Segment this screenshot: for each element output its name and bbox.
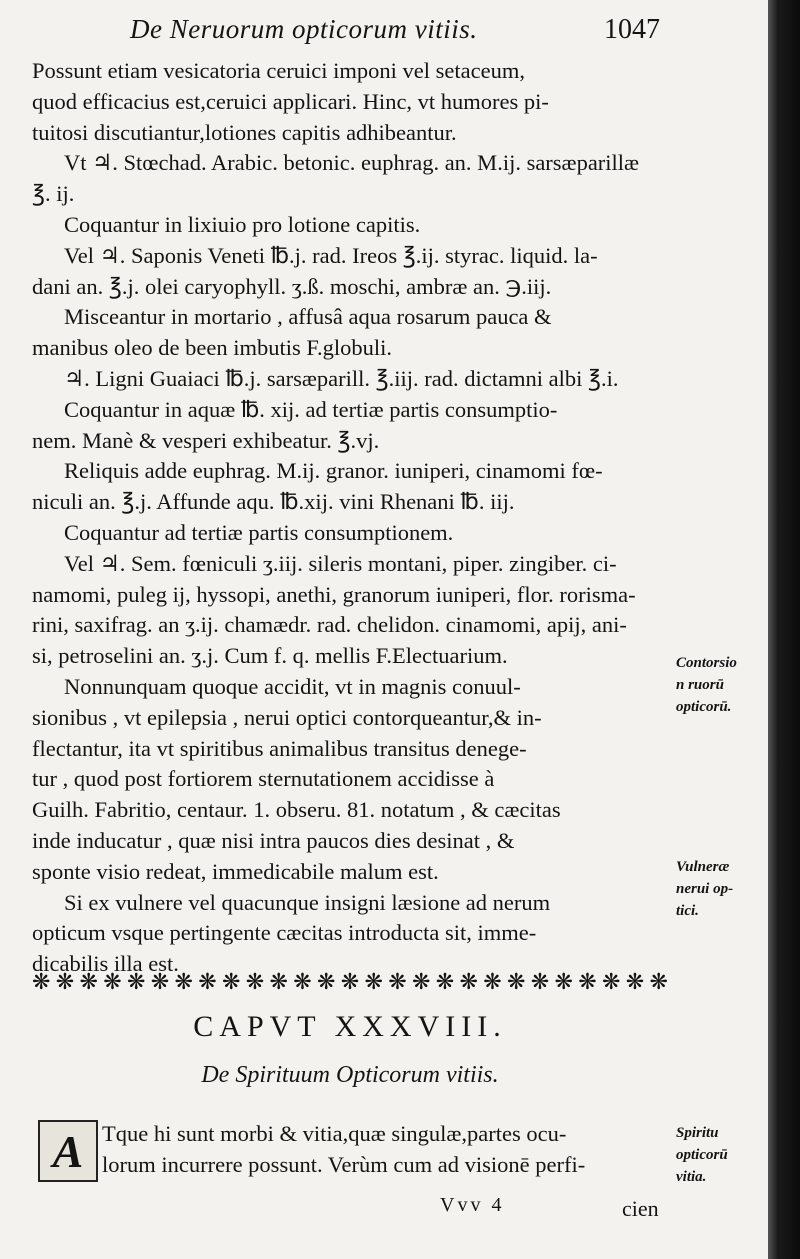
- text-line: Vt ♃. Stœchad. Arabic. betonic. euphrag. an. M.ij. sarsæparillæ: [64, 150, 640, 176]
- text-line: Coquantur ad tertiæ partis consumptionem.: [64, 519, 454, 545]
- book-spine-shadow: [768, 0, 800, 1259]
- ornament-glyph: ❋: [127, 970, 146, 995]
- margin-note-line: Spiritu: [676, 1125, 719, 1141]
- ornament-glyph: ❋: [222, 970, 241, 995]
- margin-note-line: opticorū: [676, 1147, 728, 1163]
- text-line: dicabilis illa est.: [32, 951, 179, 977]
- text-line: manibus oleo de been imbutis F.globuli.: [32, 335, 393, 361]
- text-line: si, petroselini an. ʒ.j. Cum f. q. mellis F.Electuarium.: [32, 643, 508, 669]
- text-line: tuitosi discutiantur,lotiones capitis adhibeantur.: [32, 119, 457, 145]
- text-line: Possunt etiam vesicatoria ceruici imponi vel setaceum,: [32, 58, 525, 83]
- text-line: Guilh. Fabritio, centaur. 1. obseru. 81. notatum , & cæcitas: [32, 797, 561, 823]
- text-line: Coquantur in aquæ ℔. xij. ad tertiæ partis consumptio-: [64, 396, 558, 422]
- body-text: [32, 56, 668, 980]
- margin-note-line: Contorsio: [676, 655, 737, 671]
- chapter-text-line: Tque hi sunt morbi & vitia,quæ singulæ,partes ocu-: [102, 1121, 567, 1146]
- text-line: nem. Manè & vesperi exhibeatur. ℥.vj.: [32, 427, 380, 453]
- text-line: Misceantur in mortario , affusâ aqua rosarum pauca &: [64, 304, 552, 330]
- text-line: opticum vsque pertingente cæcitas introducta sit, imme-: [32, 920, 537, 946]
- ornament-glyph: ❋: [602, 970, 621, 995]
- text-line: ℥. ij.: [32, 181, 75, 207]
- ornament-glyph: ❋: [32, 970, 51, 995]
- text-line: tur , quod post fortiorem sternutationem accidisse à: [32, 766, 495, 792]
- ornament-glyph: ❋: [340, 970, 360, 995]
- signature-mark: Vvv 4: [440, 1194, 505, 1216]
- text-line: Si ex vulnere vel quacunque insigni læsione ad nerum: [64, 889, 551, 915]
- ornament-glyph: ❋: [459, 970, 478, 995]
- ornament-glyph: ❋: [293, 970, 312, 995]
- text-line: rini, saxifrag. an ʒ.ij. chamædr. rad. chelidon. cinamomi, apij, ani-: [32, 612, 627, 638]
- ornament-glyph: ❋: [269, 970, 288, 995]
- ornament-band: [32, 966, 668, 1000]
- chapter-title: CAPVT XXXVIII.: [193, 1010, 507, 1043]
- ornament-glyph: ❋: [625, 970, 645, 995]
- ornament-glyph: ❋: [483, 970, 502, 995]
- ornament-glyph: ❋: [317, 970, 336, 995]
- margin-note: [676, 1122, 766, 1188]
- ornament-glyph: ❋: [245, 970, 265, 995]
- ornament-glyph: ❋: [174, 970, 193, 995]
- ornament-glyph: ❋: [649, 970, 668, 995]
- ornament-glyph: ❋: [150, 970, 170, 995]
- text-line: namomi, puleg ij, hyssopi, anethi, granorum iuniperi, flor. rorisma-: [32, 581, 636, 607]
- text-line: Vel ♃. Saponis Veneti ℔.j. rad. Ireos ℥.ij. styrac. liquid. la-: [64, 242, 598, 268]
- margin-note: [676, 856, 766, 922]
- ornament-glyph: ❋: [198, 970, 217, 995]
- margin-note-line: nerui op-: [676, 881, 734, 897]
- text-line: Reliquis adde euphrag. M.ij. granor. iuniperi, cinamomi fœ-: [64, 458, 603, 484]
- text-line: ♃. Ligni Guaiaci ℔.j. sarsæparill. ℥.iij. rad. dictamni albi ℥.i.: [64, 365, 619, 391]
- text-line: quod efficacius est,ceruici applicari. Hinc, vt humores pi-: [32, 88, 549, 114]
- chapter-text-line: lorum incurrere possunt. Verùm cum ad visionē perfi-: [102, 1152, 586, 1177]
- ornament-glyph: ❋: [435, 970, 455, 995]
- text-line: flectantur, ita vt spiritibus animalibus transitus denege-: [32, 735, 527, 761]
- text-line: Vel ♃. Sem. fœniculi ʒ.iij. sileris montani, piper. zingiber. ci-: [64, 550, 617, 576]
- margin-note-line: vitia.: [676, 1169, 707, 1185]
- margin-note: [676, 652, 766, 718]
- margin-note-line: Vulneræ: [676, 859, 730, 875]
- ornament-glyph: ❋: [412, 970, 431, 995]
- text-line: dani an. ℥.j. olei caryophyll. ʒ.ß. moschi, ambræ an. ℈.iij.: [32, 273, 552, 299]
- margin-note-line: n ruorū: [676, 677, 724, 693]
- ornament-glyph: ❋: [507, 970, 526, 995]
- text-line: Coquantur in lixiuio pro lotione capitis.: [64, 211, 421, 237]
- ornament-glyph: ❋: [578, 970, 597, 995]
- text-line: sponte visio redeat, immedicabile malum est.: [32, 858, 439, 884]
- ornament-glyph: ❋: [364, 970, 383, 995]
- text-line: sionibus , vt epilepsia , nerui optici contorqueantur,& in-: [32, 704, 542, 730]
- text-line: Nonnunquam quoque accidit, vt in magnis conuul-: [64, 673, 521, 699]
- chapter-text: [102, 1118, 668, 1180]
- page-number: 1047: [604, 14, 660, 45]
- ornament-glyph: ❋: [55, 970, 75, 995]
- ornament-glyph: ❋: [388, 970, 407, 995]
- page-header: [130, 14, 660, 50]
- text-line: inde inducatur , quæ nisi intra paucos dies desinat , &: [32, 827, 515, 853]
- catchword: cien: [622, 1196, 659, 1221]
- ornament-glyph: ❋: [103, 970, 122, 995]
- margin-note-line: opticorū.: [676, 699, 732, 715]
- ornament-glyph: ❋: [79, 970, 98, 995]
- running-head: De Neruorum opticorum vitiis.: [130, 14, 478, 44]
- chapter-subtitle: De Spirituum Opticorum vitiis.: [201, 1062, 499, 1088]
- text-line: niculi an. ℥.j. Affunde aqu. ℔.xij. vini Rhenani ℔. iij.: [32, 489, 515, 515]
- margin-note-line: tici.: [676, 903, 699, 919]
- drop-cap-initial: A: [38, 1120, 98, 1182]
- ornament-glyph: ❋: [530, 970, 550, 995]
- ornament-glyph: ❋: [554, 970, 573, 995]
